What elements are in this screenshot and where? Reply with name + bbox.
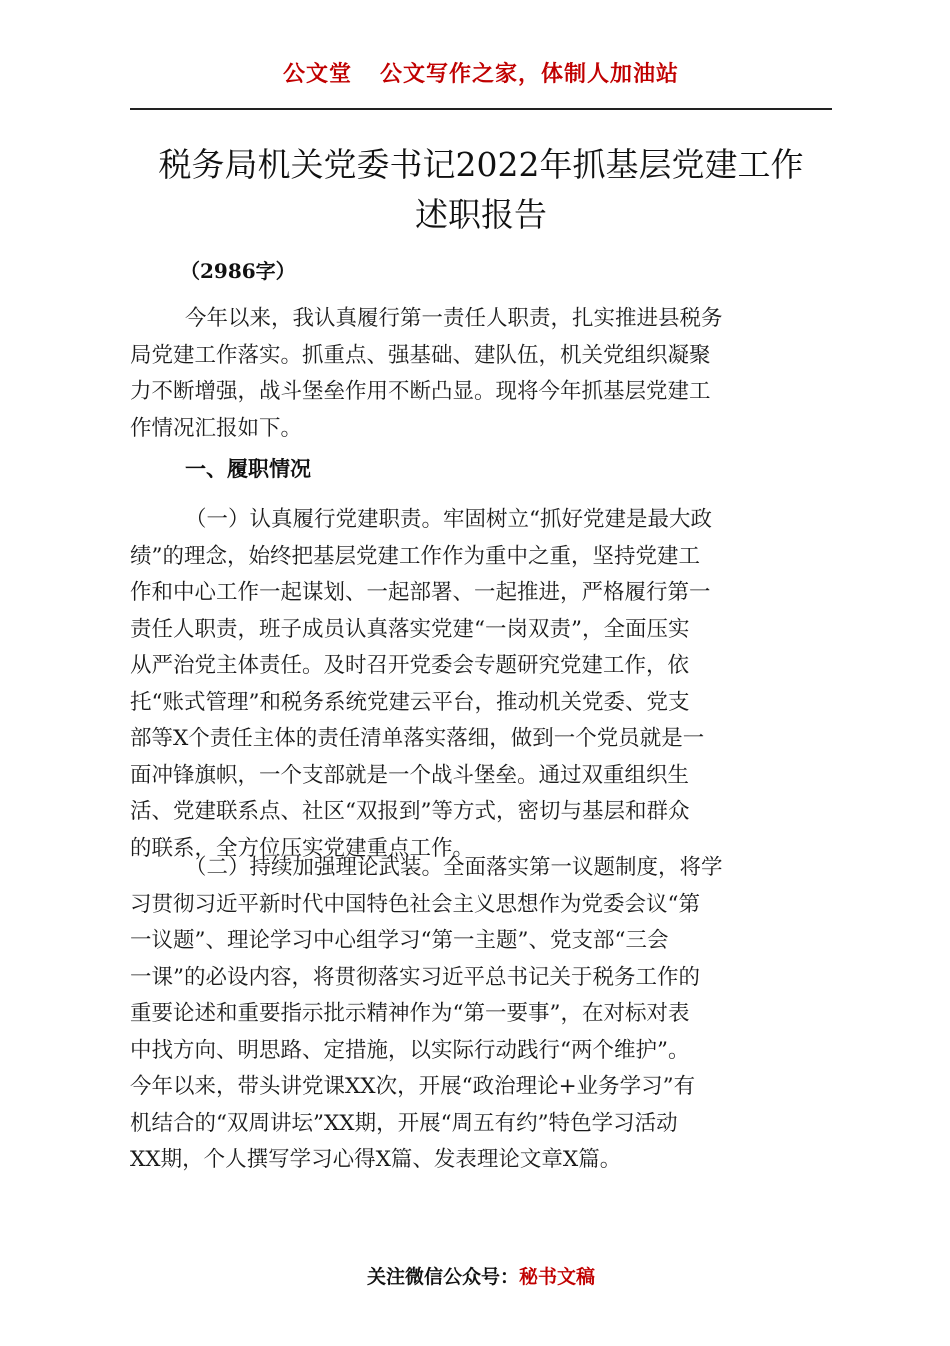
item-2-line: （二）持续加强理论武装。全面落实第一议题制度，将学 [185,855,723,880]
item-2-line: XX期，个人撰写学习心得X篇、发表理论文章X篇。 [130,1147,622,1172]
footer-label: 关注微信公众号： [366,1266,519,1288]
item-1-line: 面冲锋旗帜，一个支部就是一个战斗堡垒。通过双重组织生 [130,762,690,788]
item-2-line: 一议题”、理论学习中心组学习“第一主题”、党支部“三会 [130,928,669,953]
item-2-line: 中找方向、明思路、定措施，以实际行动践行“两个维护”。 [130,1037,690,1063]
intro-paragraph [130,301,830,447]
item-1-line: 责任人职责，班子成员认真落实党建“一岗双责”，全面压实 [130,616,690,642]
item-1-line: 部等X个责任主体的责任清单落实落细，做到一个党员就是一 [130,726,705,751]
item-1-line: 从严治党主体责任。及时召开党委会专题研究党建工作，依 [130,653,690,678]
section-heading: 一、履职情况 [185,457,311,481]
item-2-line: 一课”的必设内容，将贯彻落实习近平总书记关于税务工作的 [130,964,700,990]
word-count: （2986字） [180,259,296,283]
item-2-line: 重要论述和重要指示批示精神作为“第一要事”，在对标对表 [130,1001,690,1026]
header-site-name: 公文堂 [282,62,352,87]
intro-line: 作情况汇报如下。 [130,415,303,441]
item-1-line: 作和中心工作一起谋划、一起部署、一起推进，严格履行第一 [130,580,711,605]
item-1-line: 活、党建联系点、社区“双报到”等方式，密切与基层和群众 [130,799,690,824]
intro-line: 力不断增强，战斗堡垒作用不断凸显。现将今年抓基层党建工 [130,379,711,404]
item-2-line: 习贯彻习近平新时代中国特色社会主义思想作为党委会议“第 [130,891,700,917]
intro-line: 局党建工作落实。抓重点、强基础、建队伍，机关党组织凝聚 [130,342,711,368]
intro-line: 今年以来，我认真履行第一责任人职责，扎实推进县税务 [185,306,723,331]
title-line-1: 税务局机关党委书记2022年抓基层党建工作 [158,145,804,184]
header-slogan: 公文写作之家，体制人加油站 [380,62,680,87]
item-1-line: 绩”的理念，始终把基层党建工作作为重中之重，坚持党建工 [130,543,700,569]
item-2-line: 今年以来，带头讲党课XX次，开展“政治理论+业务学习”有 [130,1074,696,1099]
item-1-paragraph [130,502,830,867]
item-2-paragraph [130,850,830,1179]
item-1-line: （一）认真履行党建职责。牢固树立“抓好党建是最大政 [185,507,712,532]
document-title [130,140,832,240]
item-2-line: 机结合的“双周讲坛”XX期，开展“周五有约”特色学习活动 [130,1110,678,1136]
item-1-line: 托“账式管理”和税务系统党建云平台，推动机关党委、党支 [130,689,690,715]
title-line-2: 述职报告 [415,195,547,234]
header-divider [130,108,832,110]
page-footer [130,1262,832,1292]
footer-account: 秘书文稿 [519,1266,596,1288]
page-header [130,58,832,92]
item-1-line: 的联系，全方位压实党建重点工作。 [130,835,475,861]
